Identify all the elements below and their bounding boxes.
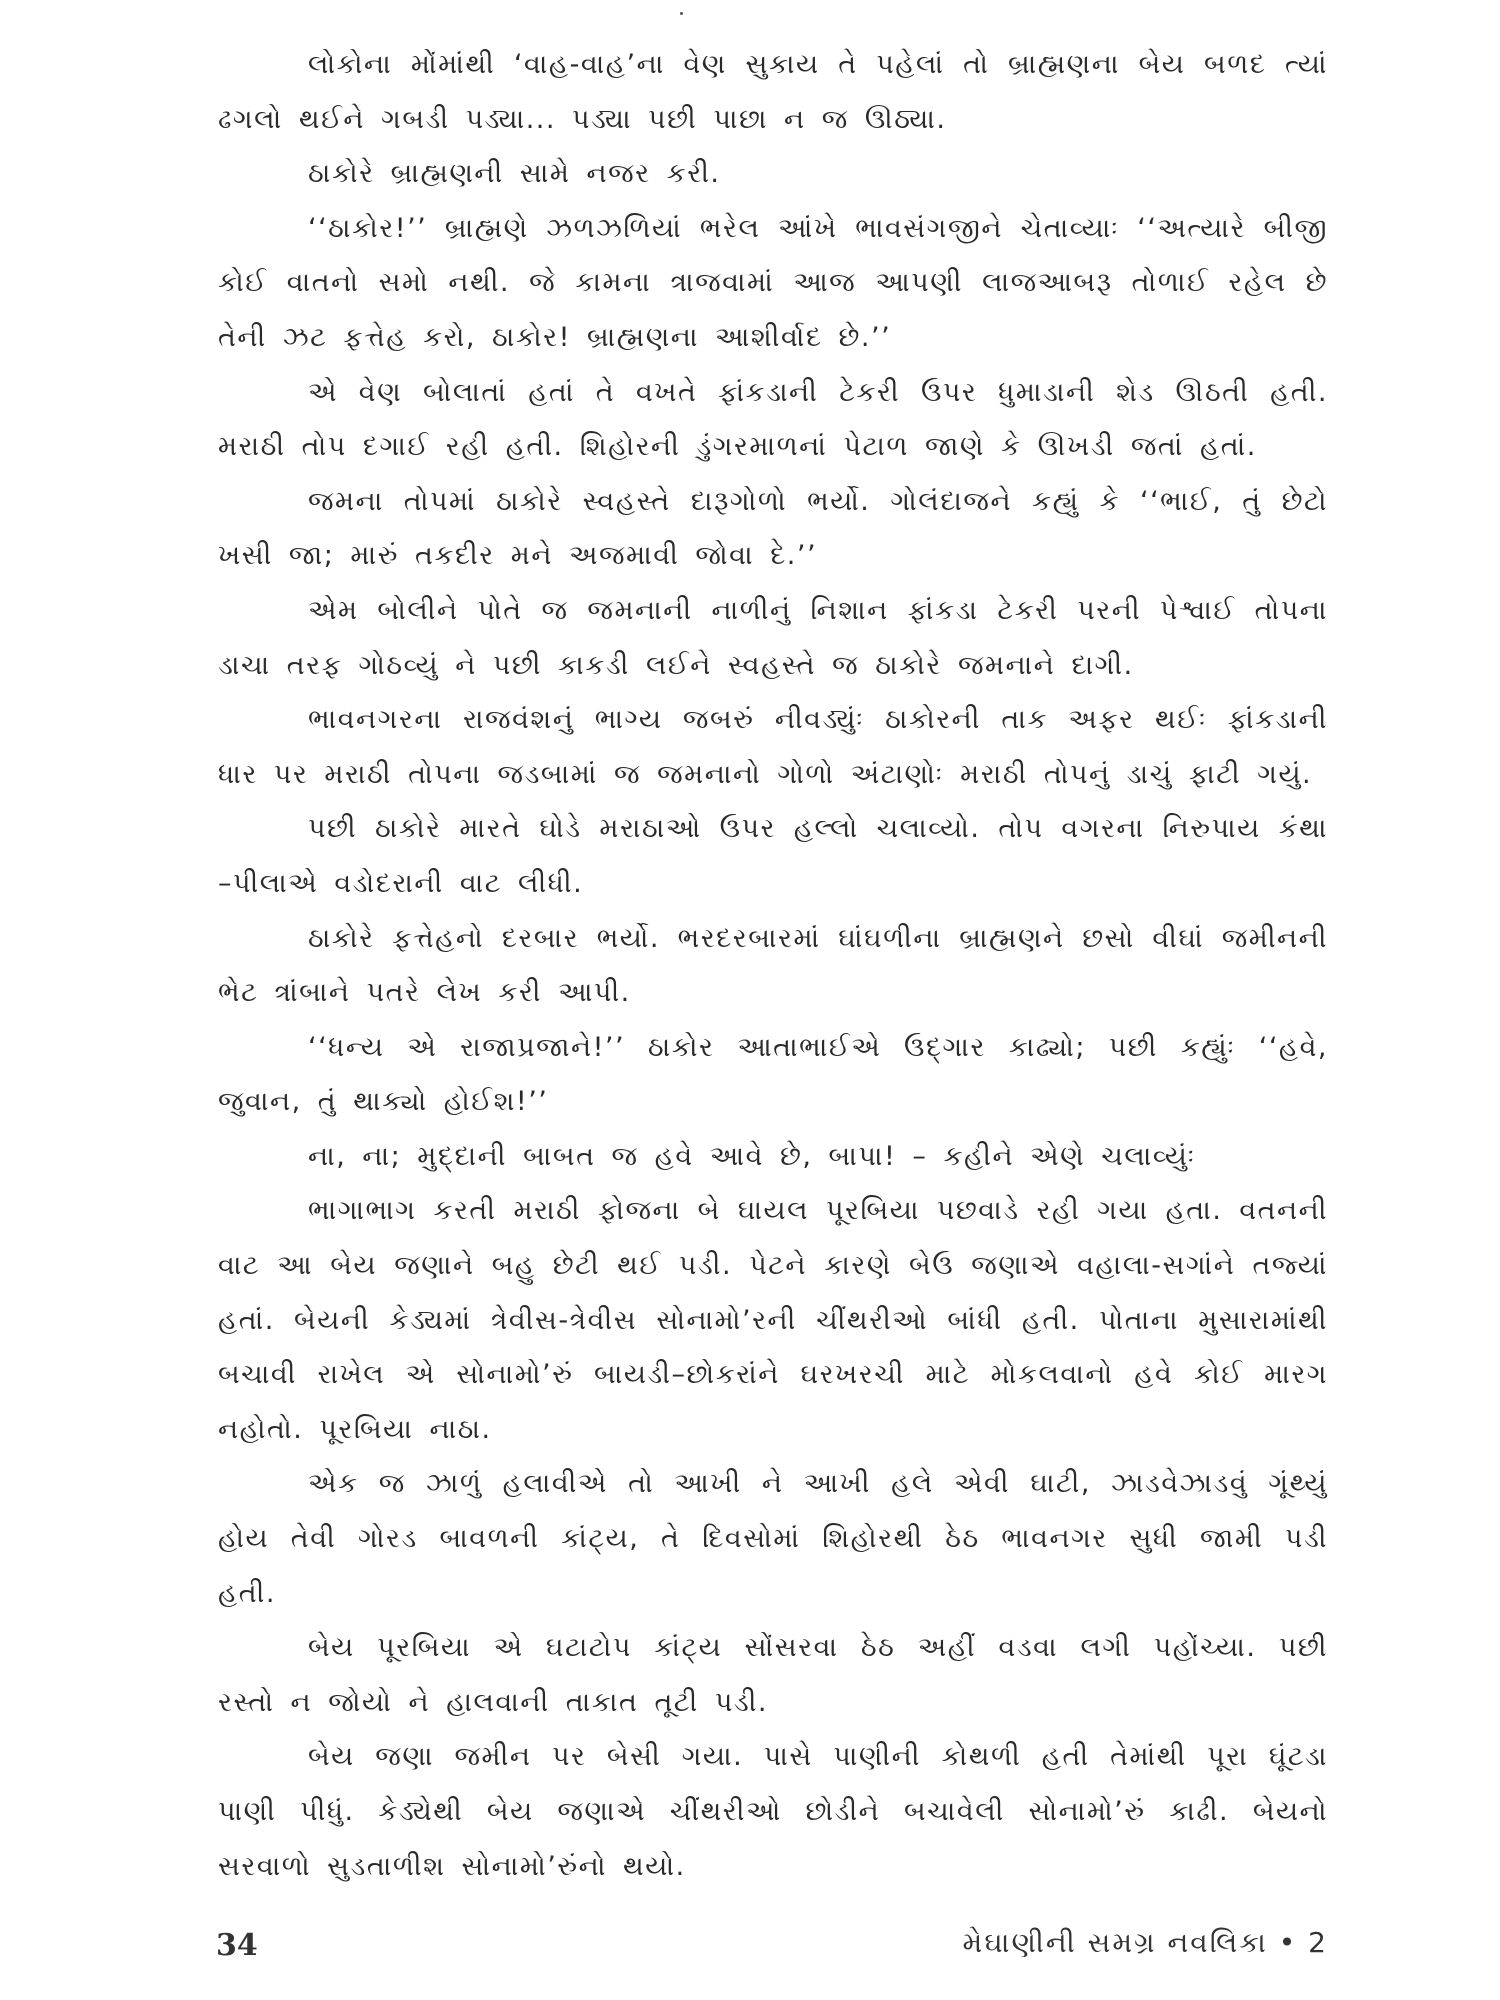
- paragraph: ઠાકોરે ફત્તેહનો દરબાર ભર્યો. ભરદરબારમાં ઘાંઘળીના બ્રાહ્મણને છસો વીઘાં જમીનની ભેટ ત્રાંબાને પતરે લેખ કરી આપી.: [218, 922, 1328, 1009]
- page-body-text: [218, 38, 1328, 1894]
- paragraph: ઠાકોરે બ્રાહ્મણની સામે નજર કરી.: [308, 158, 721, 190]
- paragraph: ‘‘ઠાકોર!’’ બ્રાહ્મણે ઝળઝળિયાં ભરેલ આંખે ભાવસંગજીને ચેતાવ્યાઃ ‘‘અત્યારે બીજી કોઈ વાતનો સમો નથી. જે કામના ત્રાજવામાં આજ આપણી લાજઆબરૂ તોળાઈ રહેલ છે તેની ઝટ ફત્તેહ કરો, ઠાકોર! બ્રાહ્મણના આશીર્વાદ છે.’’: [218, 212, 1328, 353]
- paragraph: બેય પૂરબિયા એ ઘટાટોપ કાંટ્ય સોંસરવા ઠેઠ અહીં વડવા લગી પહોંચ્યા. પછી રસ્તો ન જોયો ને હાલવાની તાકાત તૂટી પડી.: [218, 1632, 1328, 1718]
- paragraph: જમના તોપમાં ઠાકોરે સ્વહસ્તે દારૂગોળો ભર્યો. ગોલંદાજને કહ્યું કે ‘‘ભાઈ, તું છેટો ખસી જા; મારું તકદીર મને અજમાવી જોવા દે.’’: [218, 485, 1328, 572]
- page-number: 34: [216, 1928, 258, 1963]
- paragraph: બેય જણા જમીન પર બેસી ગયા. પાસે પાણીની કોથળી હતી તેમાંથી પૂરા ઘૂંટડા પાણી પીધું. કેડ્યેથી બેય જણાએ ચીંથરીઓ છોડીને બચાવેલી સોનામો’રું કાઢી. બેયનો સરવાળો સુડતાળીશ સોનામો’રુંનો થયો.: [218, 1741, 1328, 1882]
- paragraph: એ વેણ બોલાતાં હતાં તે વખતે ફાંકડાની ટેકરી ઉપર ધુમાડાની શેડ ઊઠતી હતી. મરાઠી તોપ દગાઈ રહી હતી. શિહોરની ડુંગરમાળનાં પેટાળ જાણે કે ઊખડી જતાં હતાં.: [218, 376, 1328, 463]
- paragraph: ભાવનગરના રાજવંશનું ભાગ્ય જબરું નીવડ્યુંઃ ઠાકોરની તાક અફર થઈઃ ફાંકડાની ધાર પર મરાઠી તોપના જડબામાં જ જમનાનો ગોળો અંટાણોઃ મરાઠી તોપનું ડાચું ફાટી ગયું.: [218, 704, 1328, 790]
- paragraph: ‘‘ધન્ય એ રાજાપ્રજાને!’’ ઠાકોર આતાભાઈએ ઉદ્ગાર કાઢ્યો; પછી કહ્યુંઃ ‘‘હવે, જુવાન, તું થાક્યો હોઈશ!’’: [218, 1031, 1328, 1118]
- paragraph: લોકોના મોંમાંથી ‘વાહ-વાહ’ના વેણ સુકાય તે પહેલાં તો બ્રાહ્મણના બેય બળદ ત્યાં ઢગલો થઈને ગબડી પડ્યા... પડ્યા પછી પાછા ન જ ઊઠ્યા.: [218, 49, 1329, 135]
- paragraph: ભાગાભાગ કરતી મરાઠી ફોજના બે ઘાયલ પૂરબિયા પછવાડે રહી ગયા હતા. વતનની વાટ આ બેય જણાને બહુ છેટી થઈ પડી. પેટને કારણે બેઉ જણાએ વહાલા-સગાંને તજ્યાં હતાં. બેયની કેડ્યમાં ત્રેવીસ-ત્રેવીસ સોનામો’રની ચીંથરીઓ બાંધી હતી. પોતાના મુસારામાંથી બચાવી રાખેલ એ સોનામો’રું બાયડી–છોકરાંને ઘરખરચી માટે મોકલવાનો હવે કોઈ મારગ નહોતો. પૂરબિયા નાઠા.: [218, 1195, 1328, 1445]
- paragraph: પછી ઠાકોરે મારતે ઘોડે મરાઠાઓ ઉપર હલ્લો ચલાવ્યો. તોપ વગરના નિરુપાય કંથા –પીલાએ વડોદરાની વાટ લીધી.: [218, 813, 1328, 899]
- paragraph: એમ બોલીને પોતે જ જમનાની નાળીનું નિશાન ફાંકડા ટેકરી પરની પેશ્વાઈ તોપના ડાચા તરફ ગોઠવ્યું ને પછી કાકડી લઈને સ્વહસ્તે જ ઠાકોરે જમનાને દાગી.: [218, 594, 1328, 681]
- paragraph: ના, ના; મુદ્દાની બાબત જ હવે આવે છે, બાપા! – કહીને એણે ચલાવ્યુંઃ: [308, 1140, 1197, 1172]
- running-footer-book-title: મેઘાણીની સમગ્ર નવલિકા • 2: [962, 1926, 1328, 1959]
- paragraph: એક જ ઝાળું હલાવીએ તો આખી ને આખી હલે એવી ઘાટી, ઝાડવેઝાડવું ગૂંથ્યું હોય તેવી ગોરડ બાવળની કાંટ્ય, તે દિવસોમાં શિહોરથી ઠેઠ ભાવનગર સુધી જામી પડી હતી.: [218, 1468, 1328, 1609]
- print-speck: [680, 12, 683, 15]
